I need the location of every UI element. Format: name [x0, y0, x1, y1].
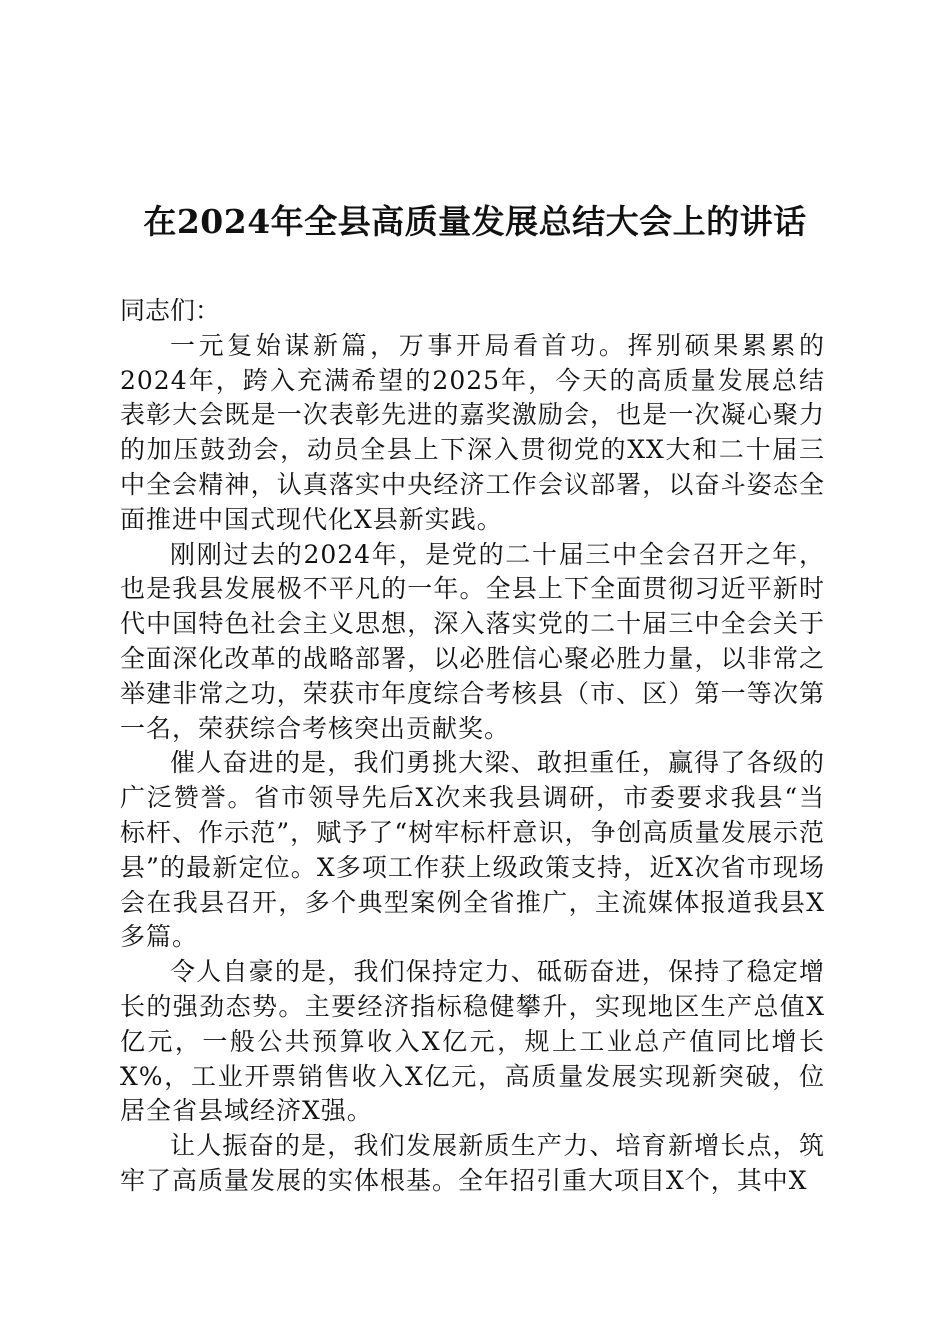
paragraph-1: 一元复始谋新篇，万事开局看首功。挥别硕果累累的2024年，跨入充满希望的2025年，今天的高质量发展总结表彰大会既是一次表彰先进的嘉奖激励会，也是一次凝心聚力的加压鼓劲会，动员全县上下深入贯彻党的XX大和二十届三中全会精神，认真落实中央经济工作会议部署，以奋斗姿态全面推进中国式现代化X县新实践。: [120, 330, 825, 534]
salutation: 同志们：: [120, 296, 221, 325]
paragraph-2: 刚刚过去的2024年，是党的二十届三中全会召开之年，也是我县发展极不平凡的一年。全县上下全面贯彻习近平新时代中国特色社会主义思想，深入落实党的二十届三中全会关于全面深化改革的战略部署，以必胜信心聚必胜力量，以非常之举建非常之功，荣获市年度综合考核县（市、区）第一等次第一名，荣获综合考核突出贡献奖。: [120, 539, 825, 743]
document-body: [120, 294, 825, 1199]
paragraph-5: 让人振奋的是，我们发展新质生产力、培育新增长点，筑牢了高质量发展的实体根基。全年招引重大项目X个，其中X: [120, 1131, 825, 1195]
paragraph-3: 催人奋进的是，我们勇挑大梁、敢担重任，赢得了各级的广泛赞誉。省市领导先后X次来我县调研，市委要求我县“当标杆、作示范”，赋予了“树牢标杆意识，争创高质量发展示范县”的最新定位。X多项工作获上级政策支持，近X次省市现场会在我县召开，多个典型案例全省推广，主流媒体报道我县X多篇。: [120, 748, 825, 952]
paragraph-4: 令人自豪的是，我们保持定力、砥砺奋进，保持了稳定增长的强劲态势。主要经济指标稳健攀升，实现地区生产总值X亿元，一般公共预算收入X亿元，规上工业总产值同比增长X%，工业开票销售收入X亿元，高质量发展实现新突破，位居全省县域经济X强。: [120, 957, 825, 1126]
document-title: 在2024年全县高质量发展总结大会上的讲话: [143, 202, 807, 241]
